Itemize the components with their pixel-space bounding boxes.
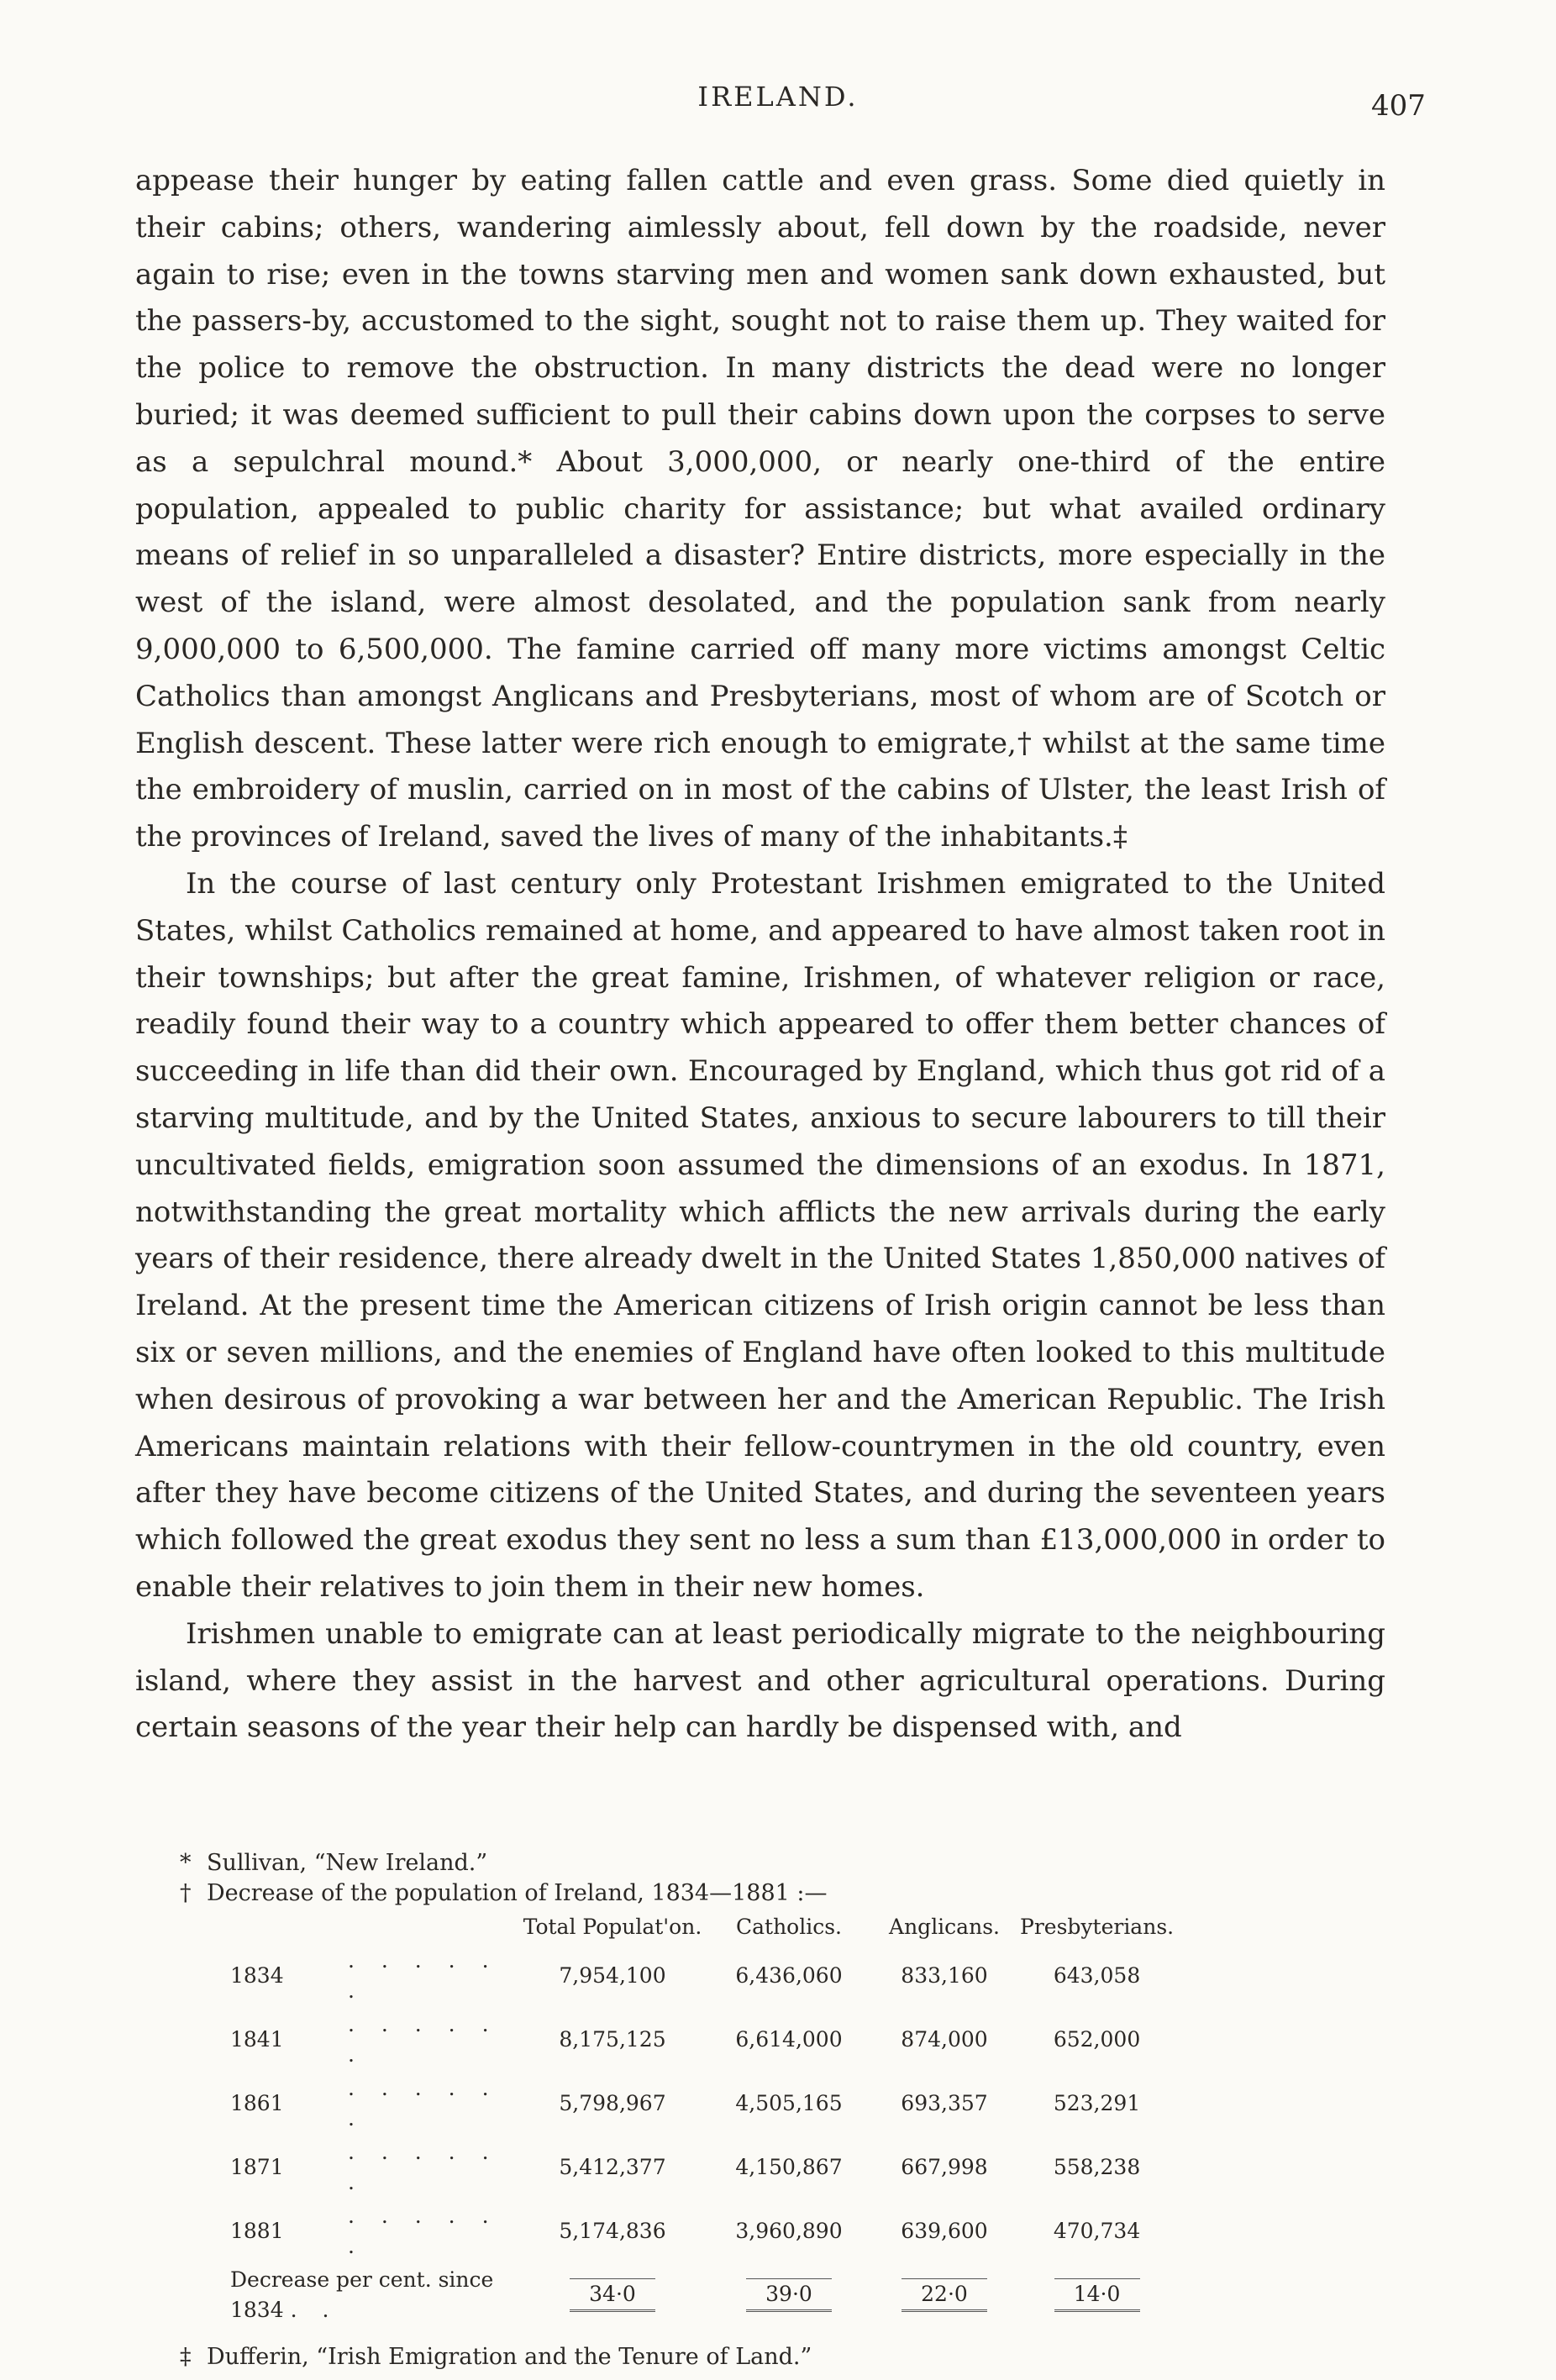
footnote-3 [180, 2342, 1390, 2372]
total-cell: 5,174,836 [559, 2219, 666, 2243]
presbyterians-cell: 523,291 [1053, 2091, 1141, 2115]
total-cell: 5,798,967 [559, 2091, 666, 2115]
total-cell: 8,175,125 [559, 2027, 666, 2052]
footnote-text: Dufferin, “Irish Emigration and the Tenure of Land.” [207, 2344, 812, 2370]
table-row [230, 1944, 1174, 2008]
dot-leader: . . . . . . [348, 2204, 499, 2258]
decrease-label: Decrease per cent. since 1834 . . [230, 2267, 494, 2322]
footnote-text: Decrease of the population of Ireland, 1834—1881 :— [207, 1880, 828, 1906]
footnote-1 [180, 1848, 1390, 1878]
paragraph: Irishmen unable to emigrate can at least periodically migrate to the neighbouring island, where they assist in the harvest and other agricultural operations. During certain seasons of the year their help can hardly be dispensed with, and [135, 1616, 1385, 1745]
column-header: Total Populat'on. [523, 1915, 702, 1939]
paragraph: appease their hunger by eating fallen cattle and even grass. Some died quietly in their cabins; others, wandering aimlessly about, fell down by the roadside, never again to rise; even in the towns starving men and women sank down exhausted, but the passers-by, accustomed to the sight, sought not to raise them up. They waited for the police to remove the obstruction. In many districts the dead were no longer buried; it was deemed sufficient to pull their cabins down upon the corpses to serve as a sepulchral mound.* About 3,000,000, or nearly one-third of the entire population, appealed to public charity for assistance; but what availed ordinary means of relief in so unparalleled a disaster? Entire districts, more especially in the west of the island, were almost desolated, and the population sank from nearly 9,000,000 to 6,500,000. The famine carried off many more victims amongst Celtic Catholics than amongst Anglicans and Presbyterians, most of whom are of Scotch or English descent. These latter were rich enough to emigrate,† whilst at the same time the embroidery of muslin, carried on in most of the cabins of Ulster, the least Irish of the provinces of Ireland, saved the lives of many of the inhabitants.‡ [135, 164, 1385, 854]
column-header: Catholics. [735, 1915, 842, 1939]
footnote-mark: † [180, 1880, 192, 1906]
catholics-cell: 4,505,165 [735, 2091, 843, 2115]
year-cell: 1841 [230, 2027, 284, 2052]
year-cell: 1871 [230, 2155, 284, 2179]
anglicans-cell: 833,160 [901, 1963, 988, 1988]
anglicans-cell: 693,357 [901, 2091, 988, 2115]
decrease-row [230, 2263, 1174, 2327]
table-row [230, 2136, 1174, 2199]
footnote-2 [180, 1878, 1390, 1909]
anglicans-cell: 667,998 [901, 2155, 988, 2179]
population-table [230, 1912, 1174, 2327]
decrease-dot: . [322, 2298, 329, 2322]
decrease-total: 34·0 [516, 2263, 709, 2327]
dot-leader: . . . . . . [348, 2012, 499, 2067]
catholics-cell: 6,436,060 [735, 1963, 843, 1988]
body-text [135, 158, 1385, 1752]
footnote-mark: * [180, 1850, 192, 1876]
presbyterians-cell: 470,734 [1053, 2219, 1141, 2243]
year-cell: 1834 [230, 1963, 284, 1988]
dot-leader: . . . . . . [348, 2140, 499, 2194]
footnote-mark: ‡ [180, 2344, 192, 2370]
anglicans-cell: 639,600 [901, 2219, 988, 2243]
footnote-text: Sullivan, “New Ireland.” [207, 1850, 488, 1876]
catholics-cell: 3,960,890 [735, 2219, 843, 2243]
total-cell: 5,412,377 [559, 2155, 666, 2179]
column-header: Presbyterians. [1020, 1915, 1175, 1939]
running-title: IRELAND. [697, 81, 859, 113]
year-cell: 1881 [230, 2219, 284, 2243]
decrease-anglicans: 22·0 [869, 2263, 1020, 2327]
anglicans-cell: 874,000 [901, 2027, 988, 2052]
table-row [230, 2008, 1174, 2072]
table-row [230, 2072, 1174, 2136]
year-cell: 1861 [230, 2091, 284, 2115]
decrease-presbyterians: 14·0 [1020, 2263, 1174, 2327]
table-header-row [230, 1912, 1174, 1944]
column-header: Anglicans. [889, 1915, 1000, 1939]
footnotes [180, 1848, 1390, 2372]
table-row [230, 2199, 1174, 2263]
dot-leader: . . . . . . [348, 1948, 499, 2003]
dot-leader: . . . . . . [348, 2076, 499, 2130]
catholics-cell: 4,150,867 [735, 2155, 843, 2179]
decrease-catholics: 39·0 [709, 2263, 869, 2327]
total-cell: 7,954,100 [559, 1963, 666, 1988]
catholics-cell: 6,614,000 [735, 2027, 843, 2052]
presbyterians-cell: 652,000 [1053, 2027, 1141, 2052]
page-number: 407 [1371, 89, 1426, 123]
presbyterians-cell: 558,238 [1053, 2155, 1141, 2179]
paragraph: In the course of last century only Protestant Irishmen emigrated to the United States, whilst Catholics remained at home, and appeared to have almost taken root in their townships; but after the great famine, Irishmen, of whatever religion or race, readily found their way to a country which appeared to offer them better chances of succeeding in life than did their own. Encouraged by England, which thus got rid of a starving multitude, and by the United States, anxious to secure labourers to till their uncultivated fields, emigration soon assumed the dimensions of an exodus. In 1871, notwithstanding the great mortality which afflicts the new arrivals during the early years of their residence, there already dwelt in the United States 1,850,000 natives of Ireland. At the present time the American citizens of Irish origin cannot be less than six or seven millions, and the enemies of England have often looked to this multitude when desirous of provoking a war between her and the American Republic. The Irish Americans maintain relations with their fellow-countrymen in the old country, even after they have become citizens of the United States, and during the seventeen years which followed the great exodus they sent no less a sum than £13,000,000 in order to enable their relatives to join them in their new homes. [135, 866, 1385, 1604]
presbyterians-cell: 643,058 [1053, 1963, 1141, 1988]
